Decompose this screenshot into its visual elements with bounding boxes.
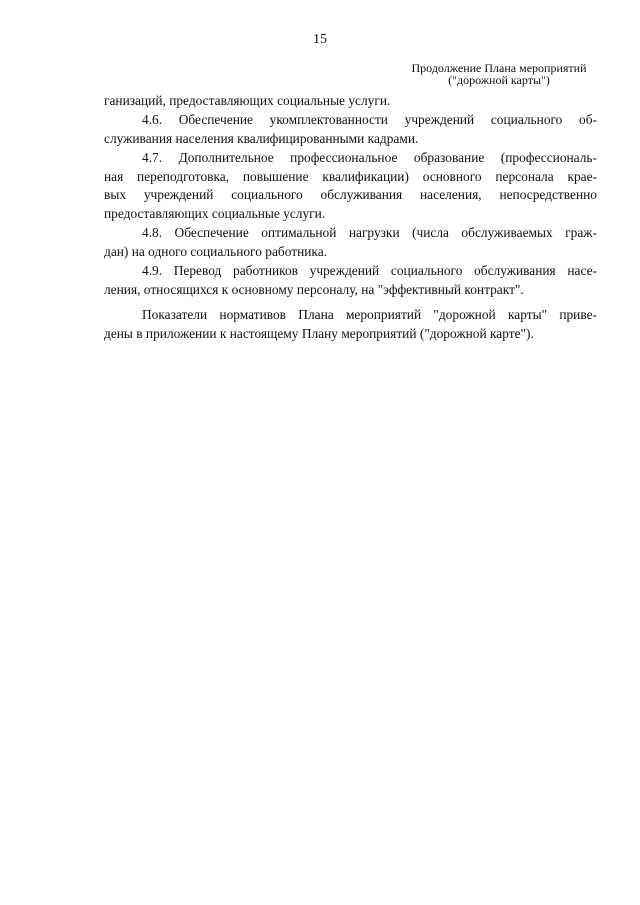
running-header <box>389 62 609 86</box>
summary-paragraph-line-2: дены в приложении к настоящему Плану мероприятий ("дорожной карте"). <box>104 325 534 341</box>
item-4-9-line-2: ления, относящихся к основному персоналу, на "эффективный контракт". <box>104 281 524 297</box>
item-4-9-line-1: 4.9. Перевод работников учреждений социального обслуживания насе- <box>142 263 597 279</box>
item-4-7-line-2: ная переподготовка, повышение квалификации) основного персонала крае- <box>104 168 597 184</box>
running-header-line-1: Продолжение Плана мероприятий <box>411 61 587 75</box>
item-4-6-line-2: служивания населения квалифицированными кадрами. <box>104 130 419 146</box>
item-4-7-line-4: предоставляющих социальные услуги. <box>104 206 326 222</box>
summary-paragraph-line-1: Показатели нормативов Плана мероприятий "дорожной карты" приве- <box>142 306 597 322</box>
page-number: 15 <box>313 32 327 47</box>
text-line: ганизаций, предоставляющих социальные услуги. <box>104 93 391 108</box>
item-4-7-line-1: 4.7. Дополнительное профессиональное образование (профессиональ- <box>142 149 597 165</box>
running-header-line-2: ("дорожной карты") <box>448 73 550 87</box>
item-4-7-line-3: вых учреждений социального обслуживания населения, непосредственно <box>104 187 597 203</box>
item-4-6-line-1: 4.6. Обеспечение укомплектованности учреждений социального об- <box>142 111 597 127</box>
document-body <box>104 92 597 344</box>
item-4-8-line-2: дан) на одного социального работника. <box>104 244 328 260</box>
item-4-8-line-1: 4.8. Обеспечение оптимальной нагрузки (числа обслуживаемых граж- <box>142 225 597 241</box>
